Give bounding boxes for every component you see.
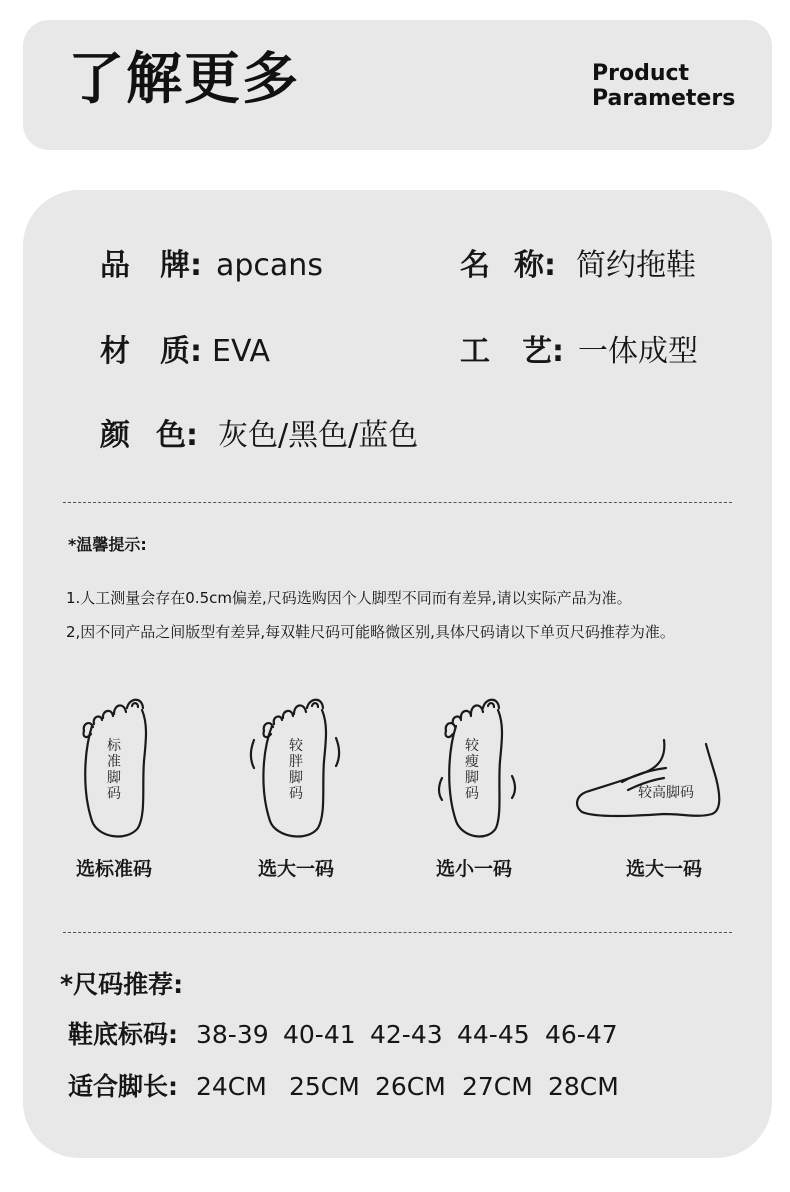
tips-title: *温馨提示:	[68, 535, 147, 554]
param-craft-label-1: 工	[460, 334, 490, 369]
sole-size-cell: 42-43	[370, 1020, 443, 1049]
subtitle-line-2: Parameters	[592, 86, 736, 111]
foot-length-label: 适合脚长:	[68, 1072, 178, 1101]
divider-top	[63, 502, 732, 503]
foot-length-cell: 28CM	[548, 1072, 619, 1101]
sole-size-cell: 38-39	[196, 1020, 269, 1049]
foot-length-cell: 26CM	[375, 1072, 446, 1101]
param-craft-value: 一体成型	[578, 334, 698, 369]
foot-high-arch-icon	[574, 738, 724, 828]
param-craft-label-2: 艺:	[522, 334, 564, 369]
foot-standard-label: 标 准 脚 码	[107, 738, 121, 802]
foot-length-row	[68, 1070, 619, 1104]
param-brand-label-2: 牌:	[160, 248, 202, 283]
param-brand-value: apcans	[216, 248, 323, 283]
param-craft	[460, 332, 698, 372]
subtitle-line-1: Product	[592, 61, 690, 86]
foot-length-cell: 27CM	[462, 1072, 533, 1101]
param-color-label-2: 色:	[156, 418, 198, 453]
sole-size-cell: 44-45	[457, 1020, 530, 1049]
page-title: 了解更多	[68, 47, 300, 112]
sole-size-label: 鞋底标码:	[68, 1020, 178, 1049]
page-subtitle	[592, 61, 735, 111]
foot-high-arch-caption: 选大一码	[625, 858, 702, 880]
foot-narrow-label: 较 瘦 脚 码	[465, 738, 479, 802]
foot-length-cell: 24CM	[196, 1072, 267, 1101]
param-material-label-1: 材	[100, 334, 130, 369]
sole-size-cell: 46-47	[545, 1020, 618, 1049]
sole-size-row	[68, 1018, 618, 1052]
tips-line-2: 2,因不同产品之间版型有差异,每双鞋尺码可能略微区别,具体尺码请以下单页尺码推荐为准。	[66, 623, 675, 641]
param-name-value: 简约拖鞋	[576, 248, 696, 283]
param-color	[100, 416, 419, 456]
param-color-label-1: 颜	[100, 418, 130, 453]
param-brand	[100, 246, 323, 286]
param-brand-label-1: 品	[100, 248, 130, 283]
tips-line-1: 1.人工测量会存在0.5cm偏差,尺码选购因个人脚型不同而有差异,请以实际产品为准。	[66, 589, 632, 607]
size-rec-title: *尺码推荐:	[60, 970, 184, 999]
param-name-label-2: 称:	[514, 248, 556, 283]
foot-length-cell: 25CM	[289, 1072, 360, 1101]
foot-narrow-caption: 选小一码	[435, 858, 512, 880]
foot-high-arch-label: 较高脚码	[638, 785, 694, 801]
param-name-label-1: 名	[460, 248, 490, 283]
param-material	[100, 332, 271, 372]
param-material-label-2: 质:	[160, 334, 202, 369]
param-material-value: EVA	[212, 334, 271, 369]
foot-standard-caption: 选标准码	[75, 858, 152, 880]
divider-bottom	[63, 932, 732, 933]
foot-high-arch	[574, 738, 724, 828]
param-color-value: 灰色/黑色/蓝色	[218, 418, 419, 453]
foot-wide-caption: 选大一码	[257, 858, 334, 880]
sole-size-cell: 40-41	[283, 1020, 356, 1049]
param-name	[460, 246, 696, 286]
foot-wide-label: 较 胖 脚 码	[289, 738, 303, 802]
